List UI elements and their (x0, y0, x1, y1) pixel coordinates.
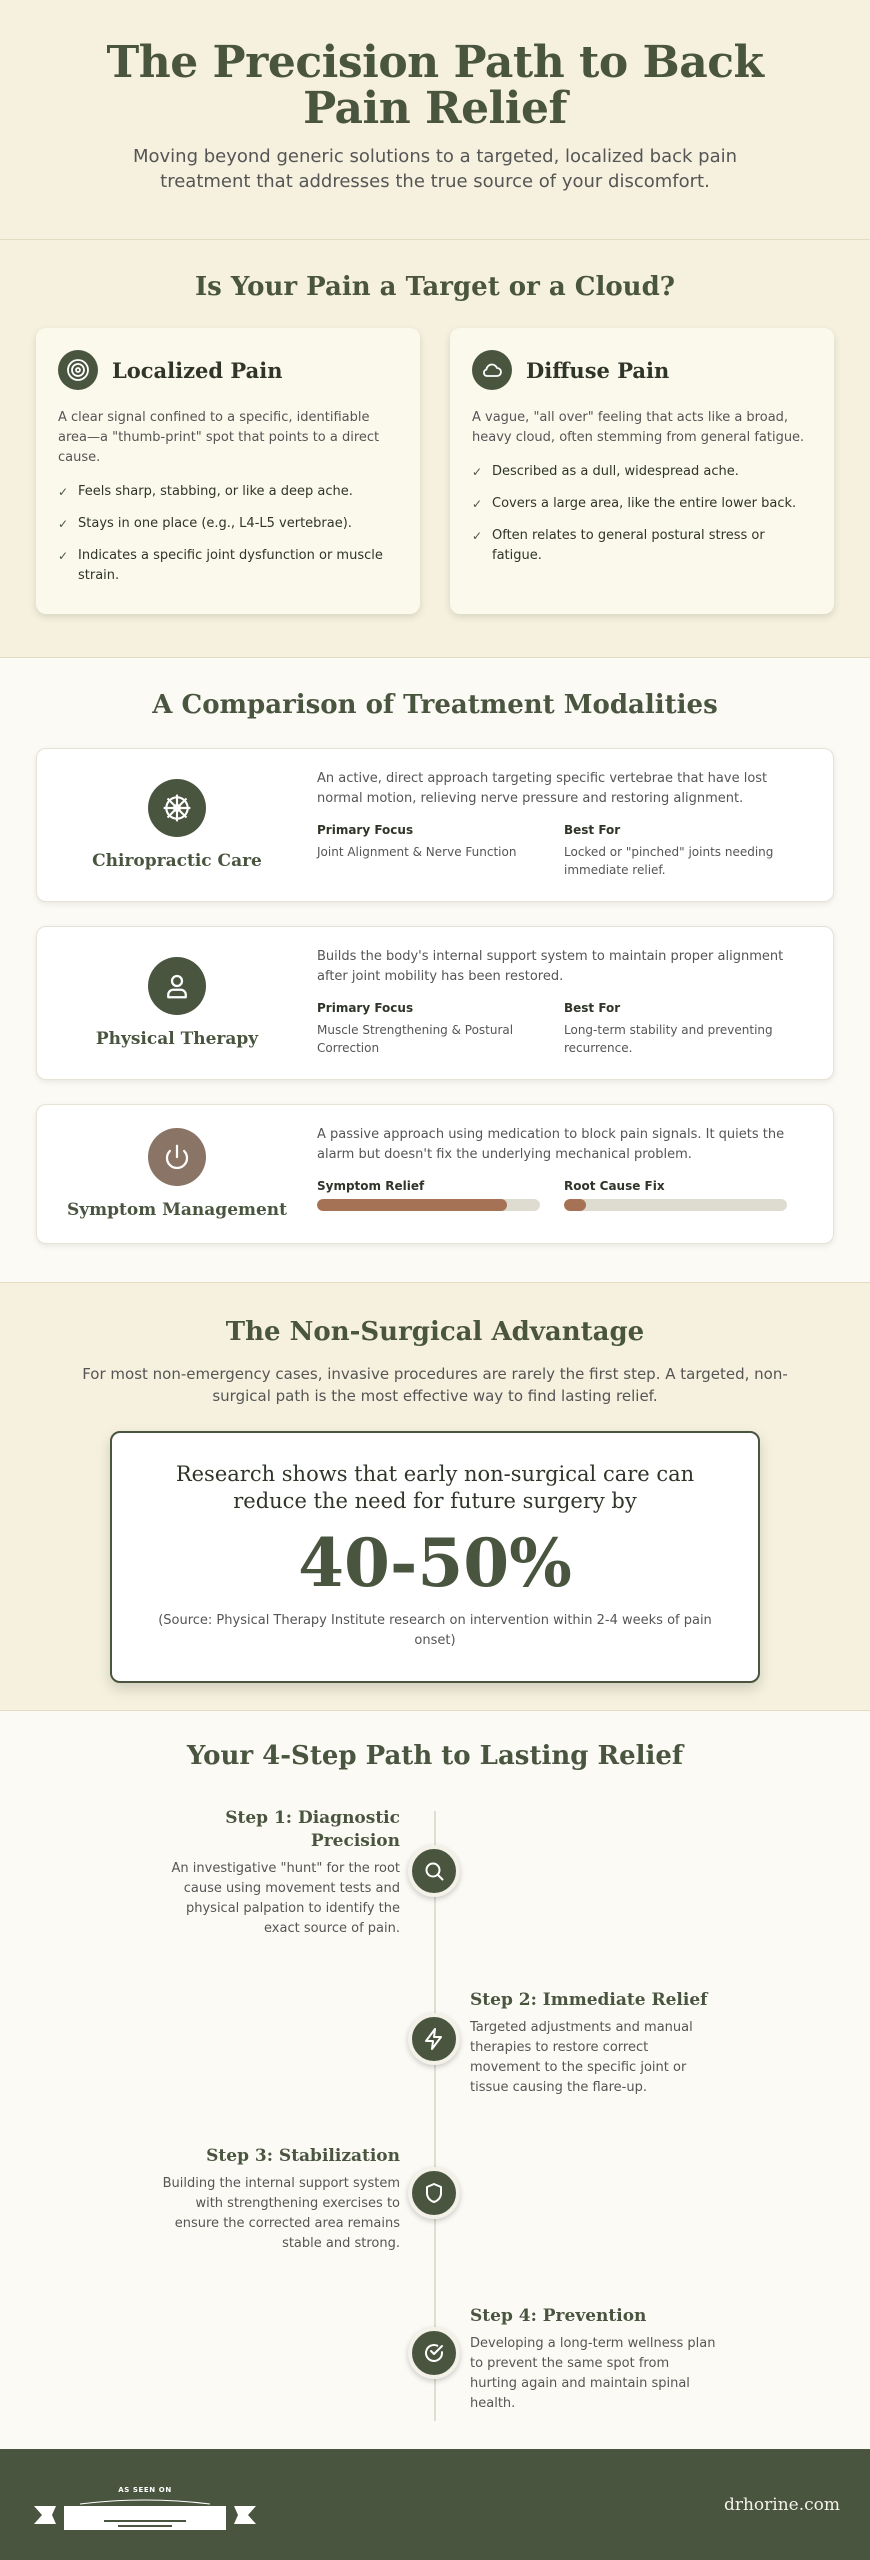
check-icon: ✓ (58, 517, 69, 531)
modality-card-symptom-management (36, 1104, 834, 1244)
check-circle-icon (408, 2327, 460, 2379)
section-title: Your 4-Step Path to Lasting Relief (186, 1741, 684, 1771)
target-icon (58, 350, 98, 390)
power-icon (148, 1128, 206, 1186)
primary-focus-value: Muscle Strengthening & Postural Correction (317, 1023, 514, 1055)
badge-text: AS SEEN ON (118, 2485, 172, 2494)
primary-focus-value: Joint Alignment & Nerve Function (317, 845, 517, 859)
card-title: Diffuse Pain (526, 357, 670, 383)
page-title: The Precision Path to Back Pain Relief (106, 37, 764, 134)
best-for-value: Long-term stability and preventing recurrence. (564, 1023, 773, 1055)
bar-fill (564, 1199, 586, 1211)
modalities-section (0, 658, 870, 1283)
footer (0, 2449, 870, 2560)
stat-lead: Research shows that early non-surgical care can reduce the need for future surgery by (175, 1462, 695, 1513)
step-text: An investigative "hunt" for the root cause using movement tests and physical palpation to identify the exact source of pain. (171, 1861, 400, 1936)
person-icon (148, 957, 206, 1015)
card-title: Localized Pain (112, 357, 283, 383)
modality-card-physical-therapy (36, 926, 834, 1080)
step-3 (160, 2145, 400, 2254)
modality-description: An active, direct approach targeting specific vertebrae that have lost normal motion, relieving nerve pressure and restoring alignment. (317, 771, 768, 806)
best-for-label: Best For (564, 1001, 621, 1015)
lightning-icon (408, 2013, 460, 2065)
check-icon: ✓ (58, 549, 69, 563)
stat-source: (Source: Physical Therapy Institute research on intervention within 2-4 weeks of pain onset) (158, 1613, 712, 1648)
as-seen-on-badge (30, 2470, 260, 2540)
step-title: Step 2: Immediate Relief (470, 1990, 708, 2010)
check-icon: ✓ (472, 497, 483, 511)
symptom-relief-label: Symptom Relief (317, 1179, 425, 1193)
search-icon (408, 1845, 460, 1897)
step-1 (160, 1807, 400, 1939)
check-icon: ✓ (58, 485, 69, 499)
check-icon: ✓ (472, 529, 483, 543)
localized-pain-card (36, 328, 420, 614)
shield-icon (408, 2167, 460, 2219)
modality-name: Chiropractic Care (92, 851, 262, 871)
primary-focus-label: Primary Focus (317, 823, 414, 837)
modality-name: Symptom Management (66, 1200, 288, 1220)
modality-card-chiropractic (36, 748, 834, 902)
best-for-label: Best For (564, 823, 621, 837)
page-subtitle: Moving beyond generic solutions to a targeted, localized back pain treatment that addresses the true source of your discomfort. (132, 146, 738, 192)
section-title: A Comparison of Treatment Modalities (152, 690, 718, 720)
site-link[interactable]: drhorine.com (723, 2494, 840, 2515)
list-item: ✓ Feels sharp, stabbing, or like a deep ache. (58, 482, 398, 502)
modality-description: Builds the body's internal support system to maintain proper alignment after joint mobility has been restored. (317, 949, 784, 984)
advantage-section (0, 1283, 870, 1711)
card-description: A clear signal confined to a specific, identifiable area—a "thumb-print" spot that points to a direct cause. (58, 410, 380, 465)
step-4 (470, 2305, 720, 2414)
step-title: Step 4: Prevention (470, 2306, 647, 2326)
root-cause-fix-bar (564, 1199, 787, 1211)
step-text: Targeted adjustments and manual therapies to restore correct movement to the specific joint or tissue causing the flare-up. (470, 2020, 693, 2095)
pain-type-section (0, 240, 870, 658)
bar-fill (317, 1199, 507, 1211)
cloud-icon (472, 350, 512, 390)
root-cause-fix-label: Root Cause Fix (564, 1179, 665, 1193)
advantage-intro: For most non-emergency cases, invasive procedures are rarely the first step. A targeted, non-surgical path is the most effective way to find lasting relief. (82, 1365, 788, 1405)
step-title: Step 3: Stabilization (206, 2146, 400, 2166)
step-2 (470, 1989, 720, 2098)
list-item: ✓ Stays in one place (e.g., L4-L5 vertebrae). (58, 514, 398, 534)
best-for-value: Locked or "pinched" joints needing immediate relief. (564, 845, 774, 877)
wheel-icon (148, 779, 206, 837)
steps-section (0, 1711, 870, 2449)
list-item: ✓ Often relates to general postural stress or fatigue. (472, 526, 812, 566)
card-description: A vague, "all over" feeling that acts like a broad, heavy cloud, often stemming from general fatigue. (472, 410, 805, 445)
step-text: Building the internal support system with strengthening exercises to ensure the corrected area remains stable and strong. (162, 2176, 400, 2251)
diffuse-pain-card (450, 328, 834, 614)
check-icon: ✓ (472, 465, 483, 479)
step-text: Developing a long-term wellness plan to prevent the same spot from hurting again and maintain spinal health. (470, 2336, 716, 2411)
symptom-relief-bar (317, 1199, 540, 1211)
section-title: The Non-Surgical Advantage (225, 1317, 645, 1347)
primary-focus-label: Primary Focus (317, 1001, 414, 1015)
modality-name: Physical Therapy (95, 1029, 259, 1049)
modality-description: A passive approach using medication to block pain signals. It quiets the alarm but doesn't fix the underlying mechanical problem. (317, 1127, 785, 1162)
list-item: ✓ Covers a large area, like the entire lower back. (472, 494, 812, 514)
hero-section (0, 0, 870, 240)
section-title: Is Your Pain a Target or a Cloud? (195, 272, 675, 302)
list-item: ✓ Described as a dull, widespread ache. (472, 462, 812, 482)
stat-callout (110, 1431, 760, 1683)
step-title: Step 1: Diagnostic Precision (225, 1808, 400, 1851)
list-item: ✓ Indicates a specific joint dysfunction or muscle strain. (58, 546, 398, 586)
stat-value: 40-50% (298, 1524, 572, 1602)
